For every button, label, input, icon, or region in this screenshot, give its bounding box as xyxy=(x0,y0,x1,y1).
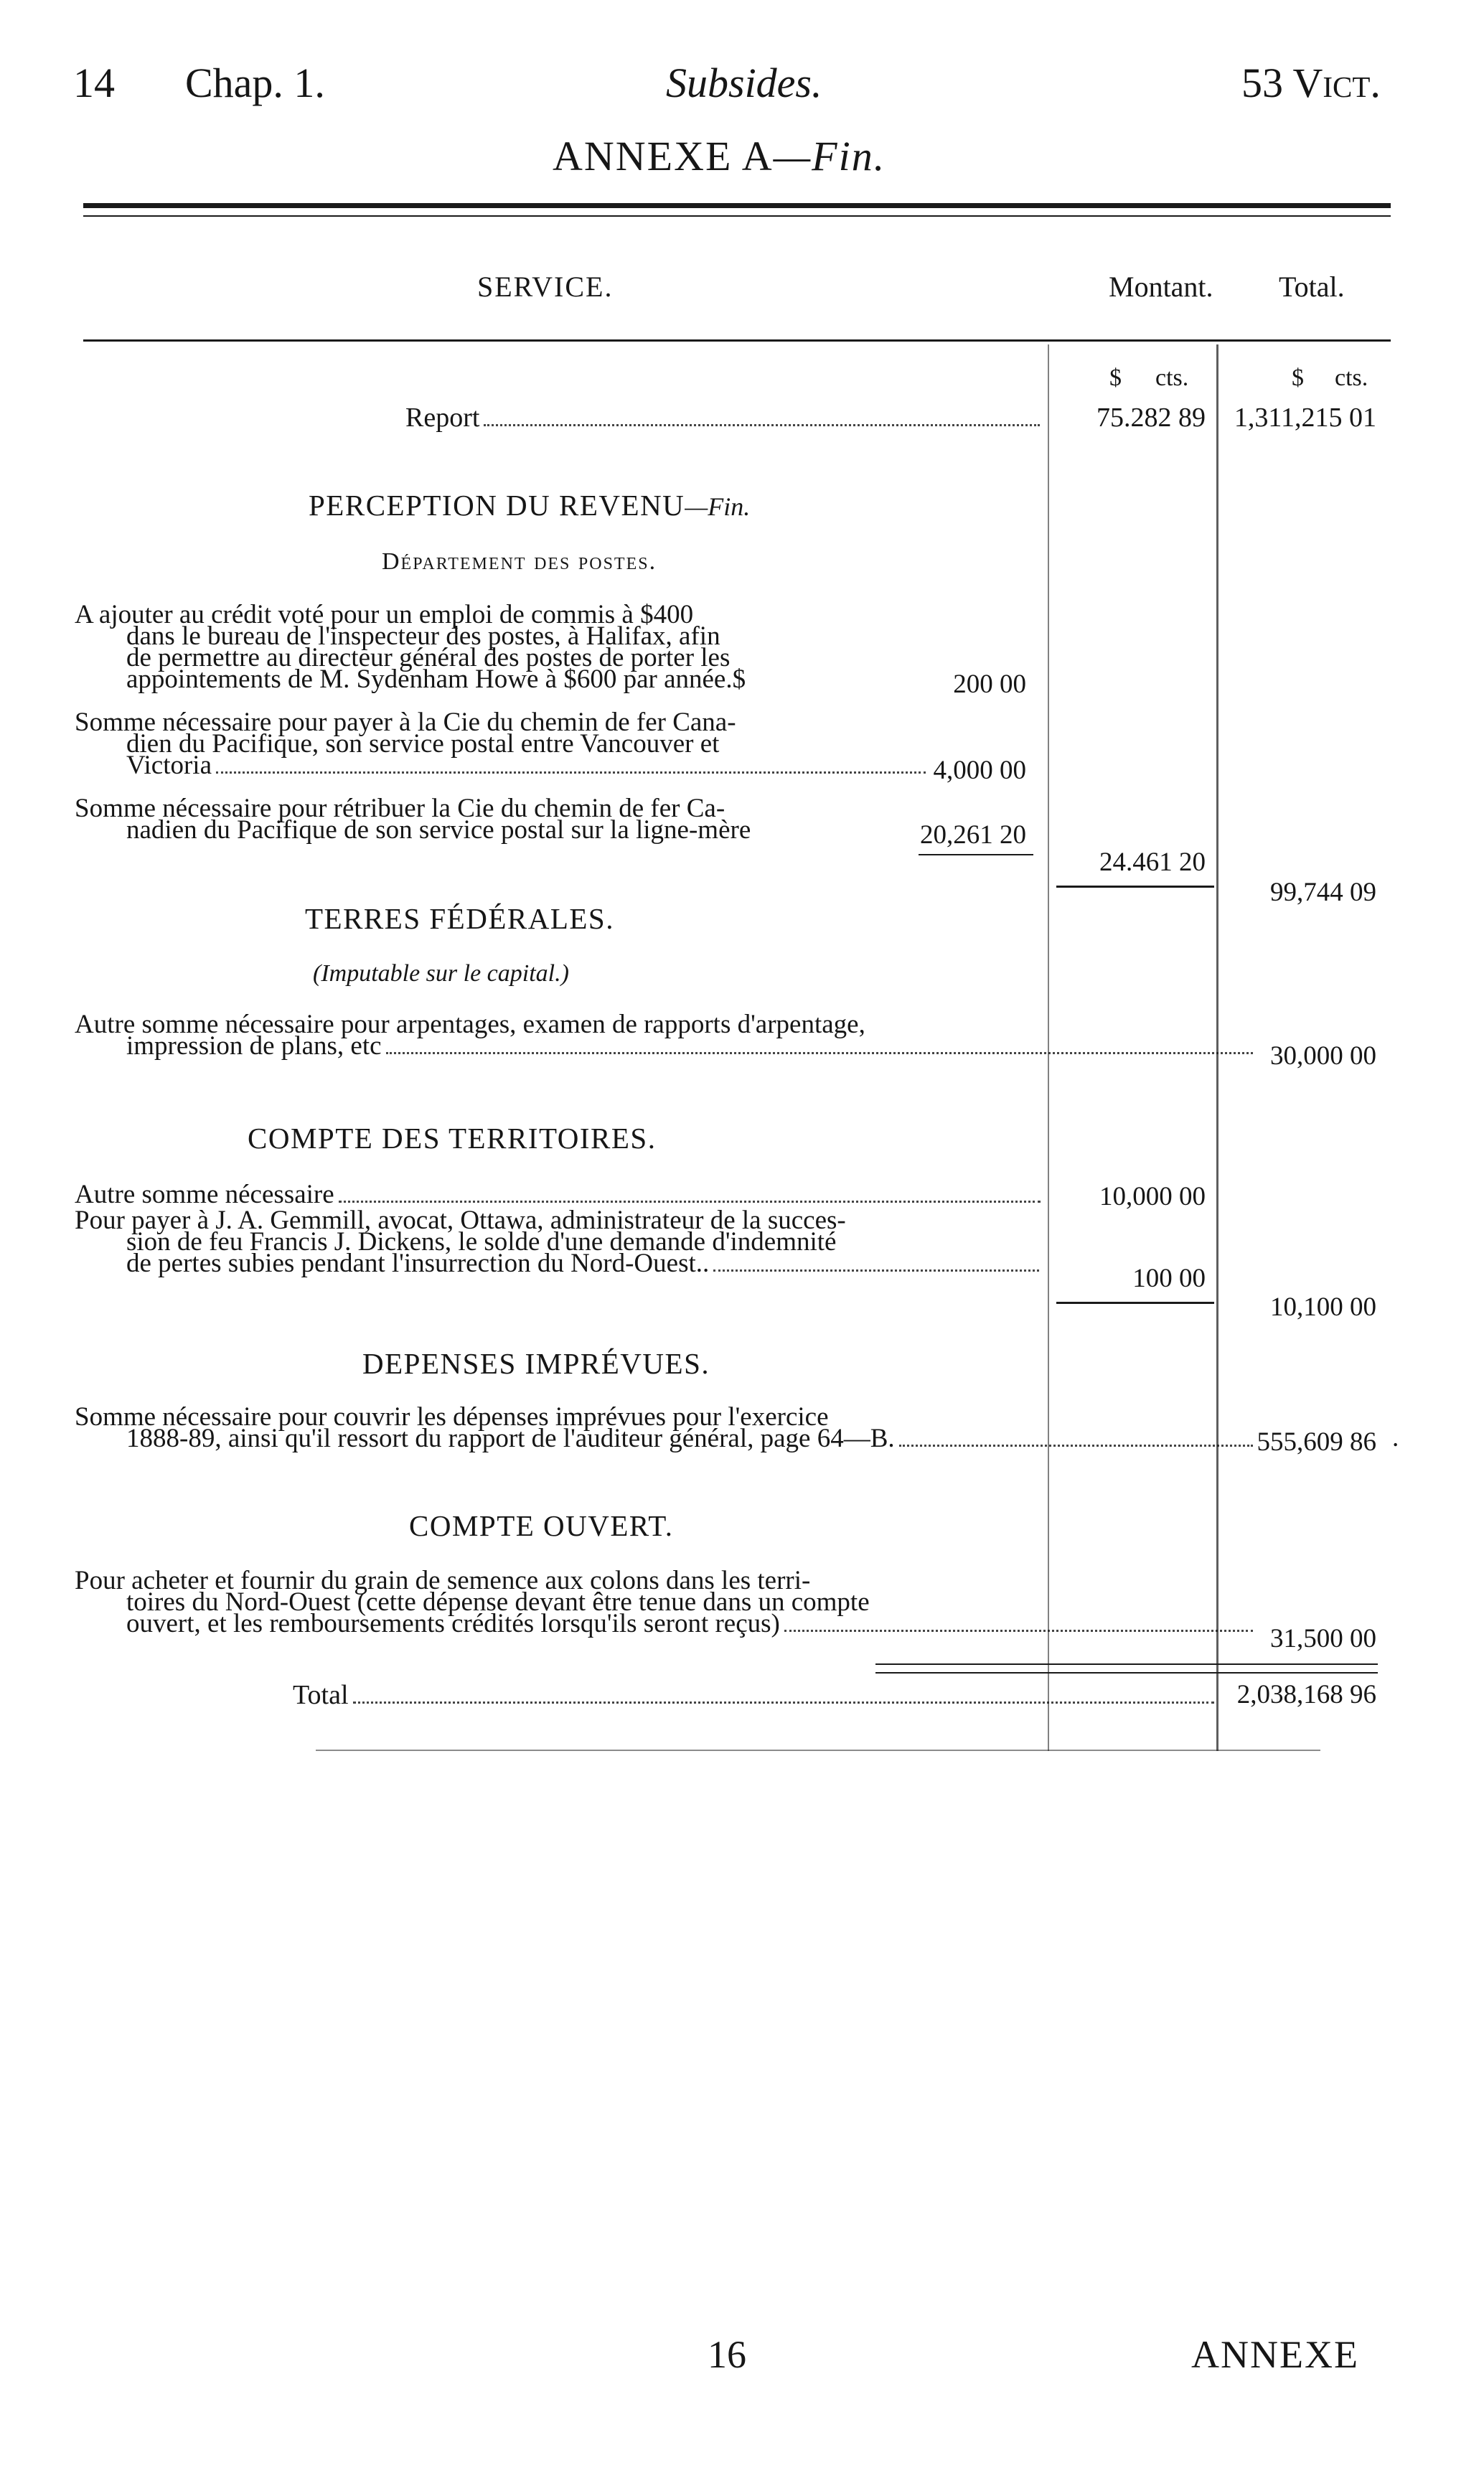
column-header-service: SERVICE. xyxy=(477,271,614,303)
item-line: appointements de M. Sydenham Howe à $600 par année.$ xyxy=(126,665,746,694)
unit-cents-montant: cts. xyxy=(1155,365,1189,391)
column-header-montant: Montant. xyxy=(1109,271,1213,303)
territoires-heading: COMPTE DES TERRITOIRES. xyxy=(248,1122,657,1155)
page-number: 14 xyxy=(73,60,115,106)
item-line-text: de pertes subies pendant l'insurrection du Nord-Ouest.. xyxy=(126,1249,710,1278)
imprevues-heading: DEPENSES IMPRÉVUES. xyxy=(362,1347,710,1380)
item-line-with-leader xyxy=(75,1609,1257,1639)
annex-title-suffix: —Fin. xyxy=(773,133,886,179)
territoires-item-2 xyxy=(75,1206,1051,1279)
item-line: Somme nécessaire pour payer à la Cie du chemin de fer Cana- xyxy=(75,708,736,737)
perception-subtotal: 24.461 20 xyxy=(1099,848,1206,877)
column-header-total: Total. xyxy=(1279,271,1345,303)
imprevues-total: 555,609 86 xyxy=(1257,1427,1376,1457)
column-divider-1 xyxy=(1048,344,1049,1751)
item-line-with-leader xyxy=(75,751,930,781)
annex-title-text: ANNEXE A xyxy=(553,133,774,179)
item-line-with-leader xyxy=(75,1031,1257,1061)
terres-note: (Imputable sur le capital.) xyxy=(313,960,569,987)
item-line: Pour acheter et fournir du grain de semence aux colons dans les terri- xyxy=(75,1566,811,1595)
perception-heading-text: PERCEPTION DU REVENU xyxy=(309,489,685,522)
ouvert-total: 31,500 00 xyxy=(1270,1624,1376,1653)
perception-heading-suffix: —Fin. xyxy=(685,492,751,521)
territoires-item-1-amount: 10,000 00 xyxy=(1099,1182,1206,1211)
item-line: sion de feu Francis J. Dickens, le solde d'une demande d'indemnité xyxy=(126,1227,837,1257)
item-line: toires du Nord-Ouest (cette dépense devant être tenue dans un compte xyxy=(126,1587,870,1617)
grand-total-label: Total xyxy=(293,1680,349,1710)
annex-title xyxy=(553,132,886,180)
grand-total-value: 2,038,168 96 xyxy=(1236,1680,1376,1709)
report-label: Report xyxy=(405,403,480,433)
territoires-item-2-amount: 100 00 xyxy=(1132,1264,1206,1293)
report-total: 1,311,215 01 xyxy=(1234,403,1376,433)
item-line-with-leader xyxy=(75,1424,1257,1454)
total-rule-upper xyxy=(875,1663,1378,1665)
item-line: A ajouter au crédit voté pour un emploi de commis à $400 xyxy=(75,600,694,629)
territoires-total: 10,100 00 xyxy=(1270,1292,1376,1322)
item-line-text: Victoria xyxy=(126,751,212,780)
item-line: Somme nécessaire pour rétribuer la Cie du chemin de fer Ca- xyxy=(75,794,725,823)
item-line: de permettre au directeur général des postes de porter les xyxy=(126,643,731,672)
unit-dollar-total: $ xyxy=(1292,365,1304,391)
chapter-label: Chap. 1. xyxy=(185,60,325,106)
item-line-text: ouvert, et les remboursements crédités lorsqu'ils seront reçus) xyxy=(126,1609,780,1638)
perception-item-2 xyxy=(75,708,936,781)
item-line: Somme nécessaire pour couvrir les dépenses imprévues pour l'exercice xyxy=(75,1402,829,1432)
item-line-text: Autre somme nécessaire xyxy=(75,1180,334,1209)
terres-item xyxy=(75,1010,1201,1061)
terres-total: 30,000 00 xyxy=(1270,1041,1376,1071)
postes-subheading: Département des postes. xyxy=(382,548,657,575)
item-line: Pour payer à J. A. Gemmill, avocat, Ottawa, administrateur de la succes- xyxy=(75,1206,846,1235)
perception-heading xyxy=(309,488,750,522)
grand-total-row xyxy=(293,1679,1218,1711)
column-divider-2 xyxy=(1216,344,1218,1751)
regnal-year: 53 Vict. xyxy=(1241,60,1381,106)
header-rule xyxy=(83,339,1391,342)
footer-catchword: ANNEXE xyxy=(1191,2333,1359,2376)
perception-item-1-amount: 200 00 xyxy=(953,670,1026,699)
item-line: dien du Pacifique, son service postal entre Vancouver et xyxy=(126,729,720,759)
total-rule-lower xyxy=(875,1672,1378,1674)
footer-page-number: 16 xyxy=(708,2333,746,2376)
perception-item-3-amount: 20,261 20 xyxy=(920,820,1026,850)
unit-cents-total: cts. xyxy=(1335,365,1368,391)
perception-item-2-amount: 4,000 00 xyxy=(933,756,1026,785)
perception-total: 99,744 09 xyxy=(1270,878,1376,907)
perception-item-3 xyxy=(75,794,936,845)
item-line: nadien du Pacifique de son service postal sur la ligne-mère xyxy=(126,815,751,845)
top-rule-thin xyxy=(83,215,1391,217)
bottom-rule xyxy=(316,1750,1320,1751)
report-montant: 75.282 89 xyxy=(1096,403,1206,433)
item-line: dans le bureau de l'inspecteur des postes, à Halifax, afin xyxy=(126,621,720,651)
ouvert-heading: COMPTE OUVERT. xyxy=(409,1509,674,1542)
perception-subtotal-rule xyxy=(1056,886,1214,888)
item-line-with-leader xyxy=(75,1249,1043,1279)
terres-heading: TERRES FÉDÉRALES. xyxy=(305,902,614,935)
territoires-subtotal-rule xyxy=(1056,1302,1214,1304)
imprevues-item xyxy=(75,1402,1208,1454)
item-line-text: 1888-89, ainsi qu'il ressort du rapport de l'auditeur général, page 64—B. xyxy=(126,1424,895,1453)
stray-mark: . xyxy=(1392,1423,1399,1452)
item-line: Autre somme nécessaire pour arpentages, examen de rapports d'arpentage, xyxy=(75,1010,865,1039)
top-rule-thick xyxy=(83,203,1391,208)
perception-item-1 xyxy=(75,600,936,694)
report-row xyxy=(405,402,1044,433)
unit-dollar-montant: $ xyxy=(1109,365,1122,391)
running-title: Subsides. xyxy=(666,60,822,106)
item-line-text: impression de plans, etc xyxy=(126,1031,382,1061)
ouvert-item xyxy=(75,1566,1208,1639)
perception-item-rule xyxy=(919,854,1033,855)
